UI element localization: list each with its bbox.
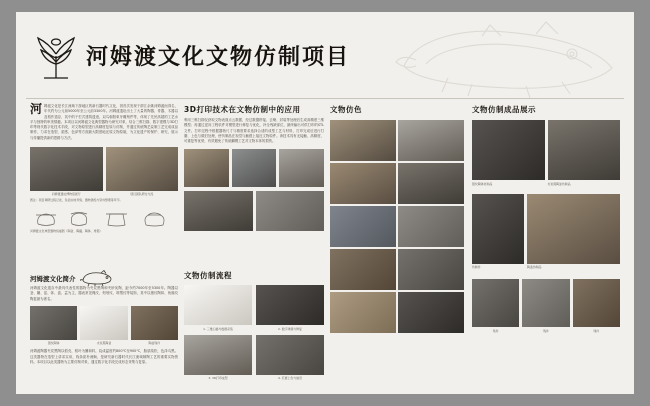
color-photo-detail-1 [330,249,396,290]
team-discussion-caption: 项目团队研讨交流 [130,192,154,197]
coloring-grid [330,120,464,333]
printer-operation-photo [279,149,324,187]
culture-brief-section [30,270,178,365]
intro-photo-note: 图注：项目调研过程记录，包括实地考察、器物测绘与资料整理等环节。 [30,197,123,202]
tree-bird-logo-icon [30,34,82,80]
artifact-line-drawings [30,208,178,228]
result-photo-pig-bowl [472,120,545,180]
printing-title: 3D打印技术在文物仿制中的应用 [184,105,301,114]
culture-brief-footer: 河姆渡陶器夹炭黑陶以稻壳、稻叶为羼和料，烧成温度约800℃至900℃，胎质疏松，色泽乌黑。这类器物在造型上讲求实用，线条质朴流畅，是研究新石器时代长江流域制陶工艺的重要实物资料。本项目以此类器物为主要仿制对象，通过数字化手段完成形态采集与复原。 [30,349,178,364]
result-photo-small-2 [522,279,569,327]
intro-photo-row [30,147,178,197]
student-work-photo-2 [256,191,325,231]
results-title: 文物仿制成品展示 [472,105,536,114]
result-photo-large-vessel [527,194,620,264]
pig-motif-watermark-icon [386,14,626,98]
process-section [184,270,324,380]
printing-body: 利用三维扫描仪获取文物表面点云数据，经过数据拼接、去噪、封装等处理后生成高精度三维模型；再通过逆向工程软件对模型进行修复与优化，补全残缺部位，最终输出可供打印的STL文件。打印过程中根据器物尺寸与精度要求选择合适的成型工艺与材料，打印完成后进行打磨、上色与做旧处理，使仿制品在视觉与触感上接近文物原件。该技术具有无接触、高精度、可重复等优势，有效避免了传统翻模工艺对文物本体的损伤。 [184,118,324,144]
result-photo-black-pot [548,120,621,180]
results-section [472,104,620,333]
exhibition-hall-photo [30,147,103,191]
student-work-photo-1 [184,191,253,231]
scanning-workshop-photo [184,149,229,187]
pottery-artifact-photo-2 [80,306,127,340]
intro-body: 姆渡文化是长江流域下游地区的新石器时代文化，因首次发现于浙江余姚河姆渡而得名，年代约为公元前5000年至公元前3300年。河姆渡遗址出土了大量的陶器、骨器、木器以及稻作遗存，其中的干栏式建筑遗迹、双鸟朝阳象牙雕刻件等，体现了先民高超的工艺水平与独特的审美情趣。本项目以河姆渡文化典型器物为研究对象，结合三维扫描、数字建模与3D打印等现代数字化技术手段，对文物原型进行高精度复原与仿制，并通过传统陶艺烧制工艺完成成品制作，力求在造型、质感、色泽等方面最大限度地还原文物原貌，为文化遗产的保护、研究、展示与传播提供新的思路与方法。 [30,104,178,140]
color-photo-glaze-test [398,120,464,161]
process-photo-scan [184,285,252,325]
result-caption-stone-object: 仿制件 [472,265,481,269]
printing-section [184,104,324,231]
poster [16,12,634,394]
process-caption-print: 3. 3D打印成型 [208,376,228,380]
culture-brief-title: 河姆渡文化简介 [30,274,76,283]
result-caption-small-2: 残件 [543,328,549,333]
coloring-section [330,104,464,333]
printing-photo-row-1 [184,149,324,187]
result-photo-stone-object [472,194,524,264]
color-photo-detail-2 [398,249,464,290]
results-row-1 [472,120,620,186]
exhibition-hall-caption: 河姆渡遗址博物馆展厅 [51,192,81,197]
coloring-title: 文物仿色 [330,105,362,114]
culture-brief-photo-row [30,306,178,346]
color-photo-firing [398,292,464,333]
header-divider [26,98,624,99]
color-photo-group [330,292,396,333]
intro-section [30,104,178,233]
process-photo-finish [256,335,324,375]
result-caption-pig-bowl: 猪纹陶钵仿制品 [472,181,493,186]
result-caption-small-1: 残件 [492,328,499,333]
result-caption-small-3: 残件 [593,328,600,333]
culture-brief-body: 河姆渡文化遗存中最具代表性的器物为夹炭黑陶和夹砂灰陶，距今约7000年至5300年。陶器以釜、罐、盆、钵、盘、盂为主，器表常见绳纹、刻划纹、堆塑纹等装饰，其中以猪纹陶钵、鱼藻纹陶盆最为著名。 [30,286,178,301]
team-discussion-photo [106,147,179,191]
printing-photo-row-2 [184,191,324,231]
intro-dropcap: 河 [30,102,43,116]
process-photo-print [184,335,252,375]
poster-header [16,12,634,96]
pottery-artifact-caption-1: 猪纹陶钵 [47,341,60,346]
color-photo-workshop [330,120,396,161]
result-photo-small-1 [472,279,519,327]
result-caption-large-vessel: 陶盉仿制品 [527,265,542,269]
pottery-artifact-caption-3: 陶盆残件 [148,341,161,346]
process-caption-model: 2. 数字建模与修复 [278,326,302,331]
process-photo-model [256,285,324,325]
process-caption-scan: 1. 三维扫描与数据采集 [203,326,233,331]
modeling-screen-photo [232,149,277,187]
results-row-3 [472,279,620,333]
color-photo-clay-prep [330,163,396,204]
color-photo-kiln [398,163,464,204]
pottery-artifact-photo-3 [131,306,178,340]
culture-brief-header [30,270,178,286]
pottery-artifact-photo-1 [30,306,77,340]
pottery-artifact-caption-2: 夹炭黑陶釜 [96,341,112,346]
intro-body-wrap [30,104,178,141]
result-photo-small-3 [573,279,620,327]
page-title: 河姆渡文化文物仿制项目 [86,45,351,70]
color-photo-handwork-1 [330,206,396,247]
color-photo-handwork-2 [398,206,464,247]
process-caption-finish: 4. 打磨上色与做旧 [278,376,302,380]
result-caption-black-pot: 夹炭黑陶釜仿制品 [547,181,571,186]
sketch-caption: 河姆渡文化典型器物线描图（陶釜、陶罐、陶钵、骨耜） [30,229,103,234]
results-row-2 [472,194,620,270]
process-grid [184,285,324,380]
process-title: 文物仿制流程 [184,271,232,280]
pig-line-drawing-icon [80,270,114,286]
